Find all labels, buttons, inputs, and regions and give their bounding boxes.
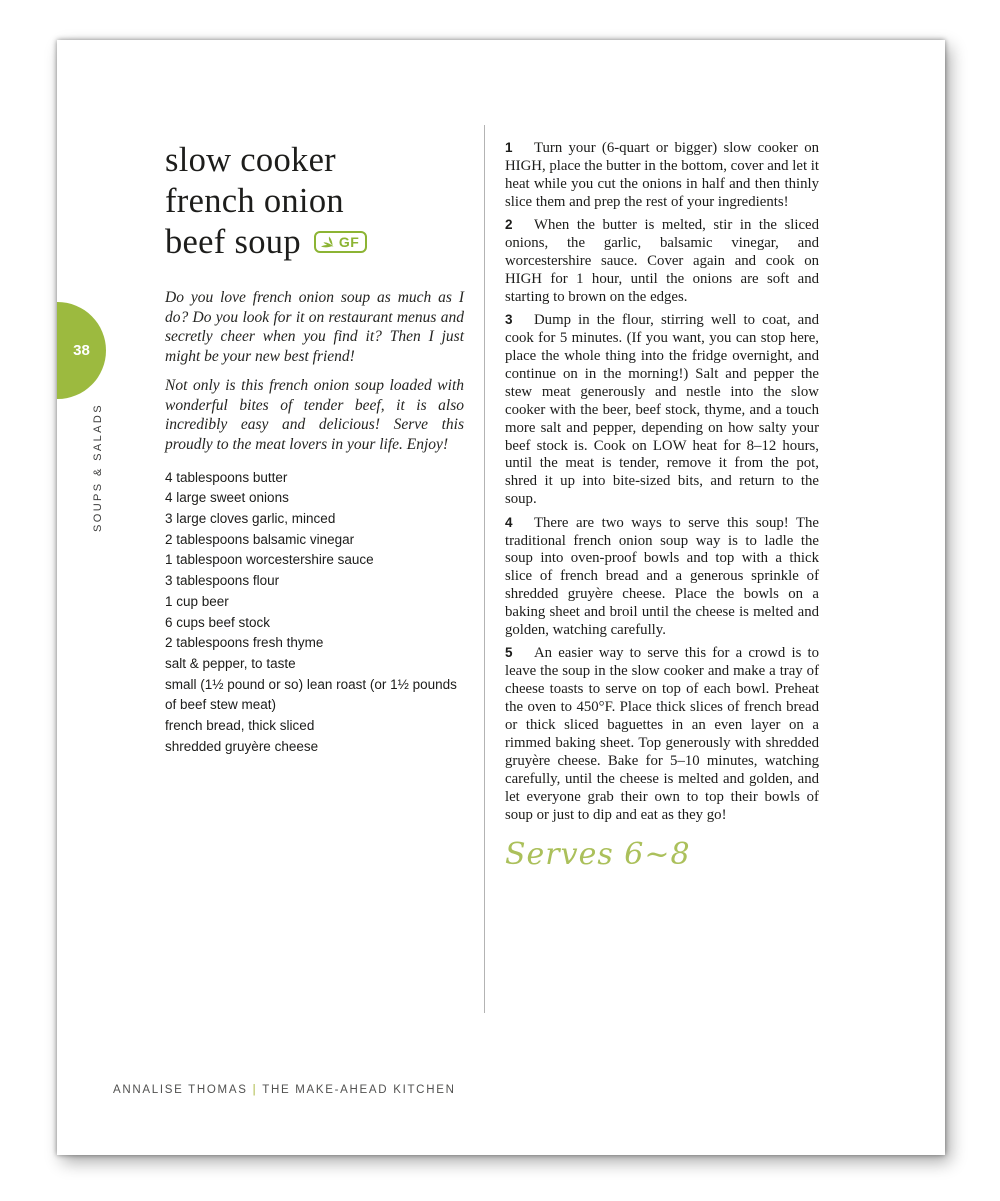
recipe-title bbox=[165, 140, 464, 263]
step-text: Dump in the flour, stirring well to coat, and cook for 5 minutes. (If you want, you can stop here, place the whole thing into the fridge overnight, and continue on in the morning!) Salt and pepper the stew meat generously and nestle into the slow cooker with the beer, beef stock, thyme, and a touch more salt and pepper, depending on how salty your beef stock is. Cook on LOW heat for 8–12 hours, until the meat is tender, remove it from the pot, shred it up into bite-sized bits, and return to the soup. bbox=[505, 312, 819, 508]
gluten-free-badge-label: GF bbox=[338, 233, 360, 250]
serves-note: Serves 6~8 bbox=[505, 836, 691, 872]
step-text: When the butter is melted, stir in the sliced onions, the garlic, balsamic vinegar, and worcestershire sauce. Cover again and cook on HIGH for 1 hour, until the onions are soft and starting to brown on the edges. bbox=[505, 217, 819, 305]
intro-paragraph: Not only is this french onion soup loaded with wonderful bites of tender beef, it is also incredibly easy and delicious! Serve this proudly to the meat lovers in your life. Enjoy! bbox=[165, 376, 464, 453]
recipe-step bbox=[505, 514, 819, 640]
ingredient-item: french bread, thick sliced bbox=[165, 718, 315, 734]
page-number: 38 bbox=[73, 342, 90, 359]
recipe-title-line-2: french onion bbox=[165, 182, 344, 220]
step-number: 1 bbox=[505, 140, 513, 155]
ingredient-item: 1 tablespoon worcestershire sauce bbox=[165, 552, 374, 568]
ingredient-item: 4 large sweet onions bbox=[165, 490, 289, 506]
ingredient-item: 1 cup beer bbox=[165, 593, 229, 609]
step-text: There are two ways to serve this soup! The traditional french onion soup way is to ladle the soup into oven-proof bowls and top with a thick slice of french bread and a generous sprinkle of shredded gruyère cheese. Place the bowls on a baking sheet and broil until the cheese is melted and golden, watching carefully. bbox=[505, 514, 819, 639]
ingredient-item: small (1½ pound or so) lean roast (or 1½ pounds of beef stew meat) bbox=[165, 676, 457, 713]
step-text: Turn your (6-quart or bigger) slow cooker on HIGH, place the butter in the bottom, cover and let it heat while you cut the onions in half and then thinly slice them and prep the rest of your ingredients! bbox=[505, 140, 819, 210]
recipe-title-line-3: beef soup bbox=[165, 223, 301, 261]
recipe-title-line-1: slow cooker bbox=[165, 141, 336, 179]
ingredient-list bbox=[165, 468, 464, 758]
intro-paragraph: Do you love french onion soup as much as I do? Do you look for it on restaurant menus and secretly cheer when you find it? Then I just might be your new best friend! bbox=[165, 289, 464, 366]
left-column bbox=[165, 140, 464, 757]
footer-separator: | bbox=[252, 1084, 258, 1096]
recipe-step bbox=[505, 311, 819, 509]
recipe-step bbox=[505, 216, 819, 307]
recipe-intro bbox=[165, 288, 464, 455]
right-column bbox=[505, 139, 819, 872]
ingredient-item: salt & pepper, to taste bbox=[165, 655, 296, 671]
ingredient-item: shredded gruyère cheese bbox=[165, 738, 319, 754]
step-number: 2 bbox=[505, 217, 513, 233]
step-text: An easier way to serve this for a crowd is to leave the soup in the slow cooker and make a tray of cheese toasts to serve on top of each bowl. Preheat the oven to 450°F. Place thick slices of french bread or thick sliced baguettes in an even layer on a rimmed baking sheet. Top generously with shredded gruyère cheese. Bake for 5–10 minutes, watching carefully, until the cheese is melted and golden, and let everyone grab their own to top their bowls of soup or just to dip and eat as they go! bbox=[505, 645, 819, 823]
ingredient-item: 4 tablespoons butter bbox=[165, 469, 288, 485]
recipe-step bbox=[505, 139, 819, 212]
cookbook-page bbox=[57, 40, 945, 1155]
footer-author: ANNALISE THOMAS bbox=[113, 1084, 248, 1096]
ingredient-item: 6 cups beef stock bbox=[165, 614, 271, 630]
page-number-badge bbox=[57, 302, 106, 399]
step-number: 3 bbox=[505, 312, 513, 328]
column-divider bbox=[484, 125, 485, 1013]
page-footer bbox=[113, 1084, 456, 1096]
gluten-free-badge bbox=[314, 231, 367, 253]
step-number: 4 bbox=[505, 514, 513, 530]
step-number: 5 bbox=[505, 645, 513, 661]
ingredient-item: 3 tablespoons flour bbox=[165, 573, 280, 589]
ingredient-item: 3 large cloves garlic, minced bbox=[165, 511, 336, 527]
ingredient-item: 2 tablespoons balsamic vinegar bbox=[165, 531, 355, 547]
ingredient-item: 2 tablespoons fresh thyme bbox=[165, 635, 324, 651]
footer-book-title: THE MAKE-AHEAD KITCHEN bbox=[262, 1084, 456, 1096]
gluten-free-leaf-icon bbox=[320, 235, 336, 248]
section-label: SOUPS & SALADS bbox=[92, 403, 104, 532]
recipe-step bbox=[505, 644, 819, 824]
